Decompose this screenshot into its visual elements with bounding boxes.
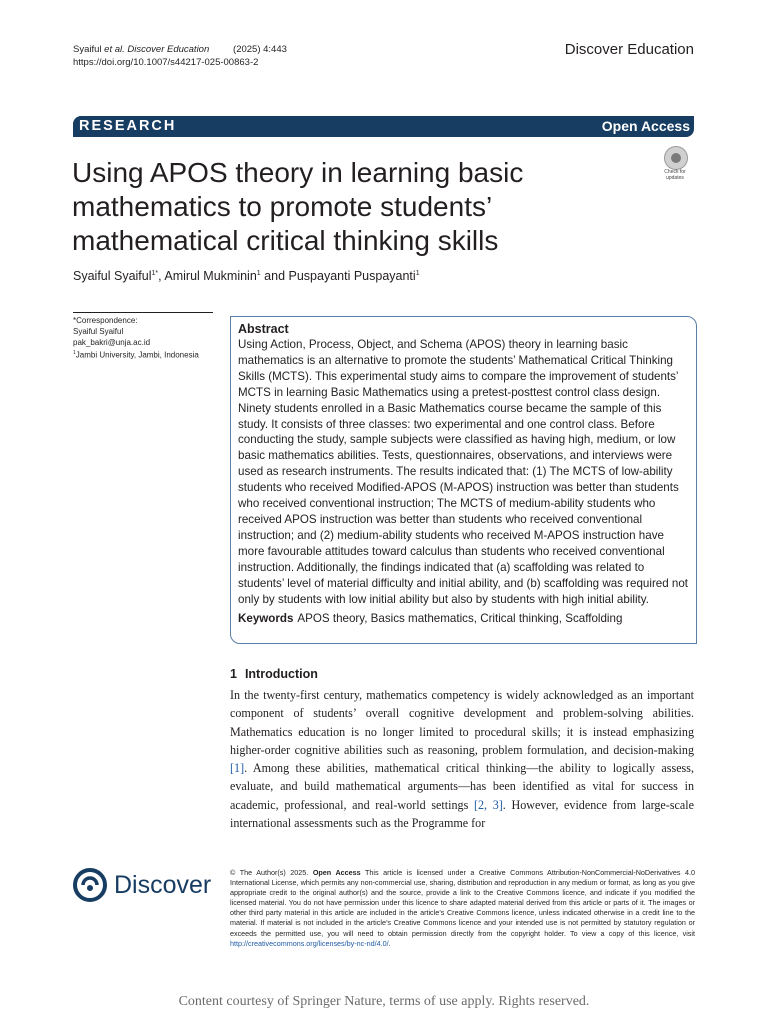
section-label: RESEARCH (79, 118, 177, 134)
introduction-paragraph (230, 686, 694, 832)
author-affiliation-sup: 1* (151, 269, 159, 277)
abstract-heading: Abstract (238, 322, 289, 336)
keywords-label: Keywords (238, 612, 294, 626)
journal-name: Discover Education (564, 41, 694, 58)
author-affiliation-sup: 1 (256, 269, 261, 277)
open-access-label: Open Access (601, 118, 690, 134)
section-heading-introduction (230, 667, 318, 681)
paragraph-text: . Among these abilities, mathematical critical thinking—the ability to logically assess, evaluate, and build mathematical arguments—has been identified as vital for success in academic, professional, and real-world settings (230, 761, 694, 812)
doi-link[interactable]: https://doi.org/10.1007/s44217-025-00863-2 (73, 57, 259, 68)
affiliation-sup: 1 (73, 350, 76, 356)
author-separator: and (260, 269, 289, 283)
author-name[interactable]: Amirul Mukminin (164, 269, 257, 283)
check-updates-icon (664, 146, 688, 170)
paragraph-text: . However, evidence from large-scale international assessments such as the Programme for (230, 797, 694, 831)
license-suffix: . (388, 938, 391, 948)
author-name[interactable]: Syaiful Syaiful (73, 269, 152, 283)
author-list (73, 269, 420, 283)
affiliation (73, 348, 213, 361)
section-title: Introduction (244, 667, 318, 681)
paragraph-text: In the twenty-first century, mathematics competency is widely acknowledged as an important component of students’ overall cognitive development and problem-solving abilities. Mathematics education is no longer limited to procedural skills; it is instead emphasizing higher-order cognitive abilities such as reasoning, problem formulation, and decision-making (230, 688, 694, 757)
running-header (73, 43, 287, 69)
citation-line (73, 43, 287, 56)
keywords-text: APOS theory, Basics mathematics, Critical thinking, Scaffolding (297, 612, 623, 626)
section-number: 1 (230, 667, 237, 681)
author-separator: , (158, 269, 165, 283)
publisher-logo (73, 865, 223, 911)
correspondence-block (73, 315, 213, 361)
license-prefix: © The Author(s) 2025. (230, 868, 309, 877)
license-text: This article is licensed under a Creative Commons Attribution-NonCommercial-NoDerivatives 4.0 International License, which permits any non-commercial use, sharing, distribution and reproduction in any medium or format, as long as you give appropriate credit to the original author(s) and the source, provide a link to the Creative Commons licence, and indicate if you modified the licensed material. You do not have permission under this licence to share adapted material derived from this article or parts of it. The images or other third party material in this article are included in the article’s Creative Commons licence, unless indicated otherwise in a credit line to the material. If material is not included in the article’s Creative Commons licence and your intended use is not permitted by statutory regulation or exceeds the permitted use, you will need to obtain permission directly from the copyright holder. To view a copy of this licence, visit (230, 868, 695, 938)
author-name[interactable]: Puspayanti Puspayanti (288, 269, 416, 283)
correspondence-label: *Correspondence: (73, 316, 138, 325)
keywords-line (238, 611, 690, 626)
correspondence-name: Syaiful Syaiful (73, 327, 124, 336)
citation-etal: et al. (104, 44, 125, 55)
discover-logo-icon (73, 868, 107, 902)
correspondence-divider (73, 312, 213, 313)
article-type-banner (73, 116, 694, 137)
citation-journal: Discover Education (127, 44, 210, 55)
article-title: Using APOS theory in learning basic mathematics to promote students’ mathematical critical thinking skills (72, 157, 524, 256)
citation-volume: (2025) 4:443 (233, 44, 287, 55)
page-footer: Content courtesy of Springer Nature, terms of use apply. Rights reserved. (178, 994, 590, 1009)
license-open-access: Open Access (312, 868, 361, 877)
check-updates-label: Check for updates (664, 169, 686, 181)
check-for-updates-button[interactable] (656, 146, 694, 182)
publisher-logo-text: Discover (114, 871, 212, 899)
citation-link[interactable]: [2, 3] (473, 797, 503, 812)
license-link[interactable]: http://creativecommons.org/licenses/by-nc-nd/4.0/ (230, 938, 389, 948)
abstract-box (230, 316, 697, 644)
correspondence-email[interactable]: pak_bakri@unja.ac.id (73, 338, 151, 347)
abstract-text: Using Action, Process, Object, and Schema (APOS) theory in learning basic mathematics is an alternative to promote the students’ Mathematical Critical Thinking Skills (MCTS). This experimental study aims to compare the improvement of students’ MCTS in learning Basic Mathematics using a pretest-posttest control class design. Ninety students enrolled in a Basic Mathematics course became the sample of this study. It consists of three classes: two experimental and one control class. Before conducting the study, sample subjects were classified as having high, medium, or low basic mathematics abilities. Tests, questionnaires, observations, and interviews were used as research instruments. The results indicated that: (1) The MCTS of low-ability students who received Modified-APOS (M-APOS) instruction was better than students who received conventional instruction; The MCTS of medium-ability students who received APOS instruction was better than students who received conventional instruction; and (2) medium-ability students who received M-APOS instruction have more favourable attitudes toward calculus than students who received conventional instruction. Additionally, the findings indicated that (a) scaffolding was related to students’ level of material difficulty and initial ability, and (b) scaffolding was required not only by students with low initial ability but also by students with high initial ability. (238, 338, 689, 606)
citation-link[interactable]: [1] (230, 761, 245, 776)
affiliation-text: Jambi University, Jambi, Indonesia (75, 350, 199, 360)
license-notice (230, 868, 695, 949)
citation-author: Syaiful (73, 44, 102, 55)
author-affiliation-sup: 1 (415, 269, 420, 277)
